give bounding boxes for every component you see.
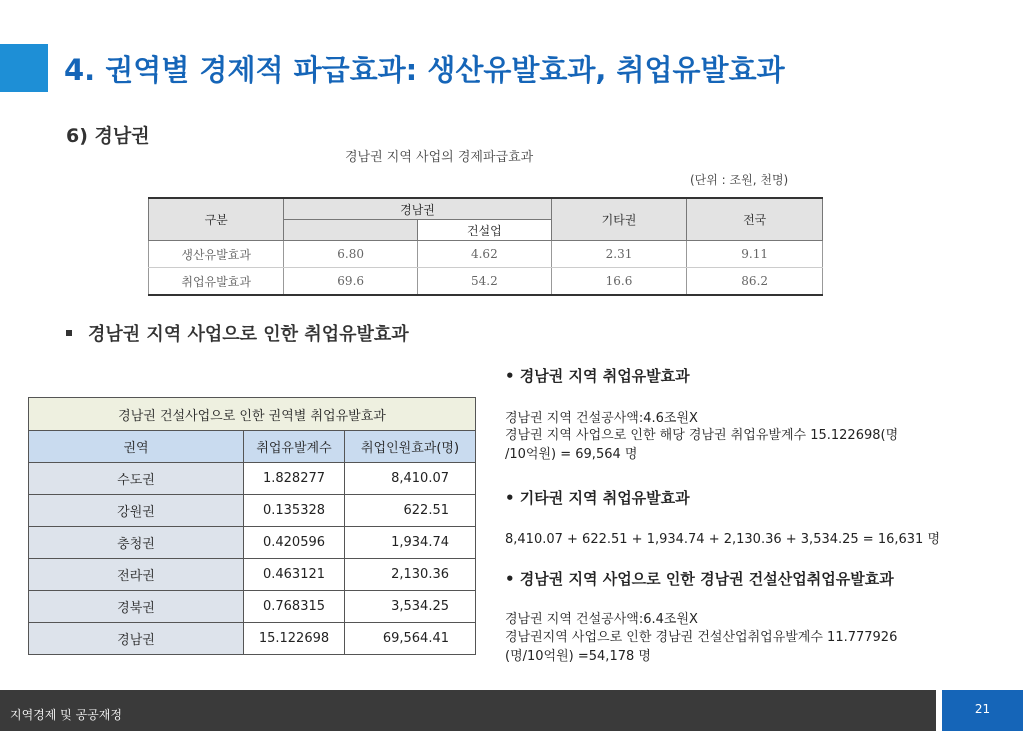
- header-category: 구분: [149, 198, 284, 241]
- table-row: [29, 559, 476, 591]
- table-row: [29, 463, 476, 495]
- cell-gyeongnam: 69.6: [284, 268, 418, 296]
- table1-caption: 경남권 지역 사업의 경제파급효과: [345, 150, 534, 165]
- row-label: 취업유발효과: [149, 268, 284, 296]
- table-row: [149, 241, 823, 268]
- header-region: 권역: [29, 431, 244, 463]
- table2-caption: 경남권 건설사업으로 인한 권역별 취업유발효과: [29, 398, 476, 431]
- economic-effect-table: [148, 197, 823, 296]
- cell-effect: 3,534.25: [345, 591, 476, 623]
- header-effect: 취업인원효과(명): [345, 431, 476, 463]
- table-row: [29, 527, 476, 559]
- right-heading-other: • 기타권 지역 취업유발효과: [505, 489, 690, 507]
- square-bullet-icon: [66, 330, 72, 336]
- title-accent-bar: [0, 44, 48, 92]
- header-other: 기타권: [551, 198, 687, 241]
- cell-coef: 1.828277: [244, 463, 345, 495]
- table1-unit: (단위 : 조원, 천명): [690, 173, 789, 187]
- cell-effect: 1,934.74: [345, 527, 476, 559]
- cell-coef: 0.420596: [244, 527, 345, 559]
- header-coef: 취업유발계수: [244, 431, 345, 463]
- cell-region: 충청권: [29, 527, 244, 559]
- right-heading-construction: • 경남권 지역 사업으로 인한 경남권 건설산업취업유발효과: [505, 570, 894, 588]
- employment-effect-table: [28, 397, 476, 655]
- right-text-line: (명/10억원) =54,178 명: [505, 649, 651, 664]
- section-subtitle: 6) 경남권: [66, 125, 150, 147]
- row-label: 생산유발효과: [149, 241, 284, 268]
- footer-text: 지역경제 및 공공재정: [10, 708, 122, 722]
- right-text-line: 경남권 지역 건설공사액:4.6조원X: [505, 411, 698, 426]
- page-number-box: [942, 690, 1023, 731]
- bullet-heading-text: 경남권 지역 사업으로 인한 취업유발효과: [88, 324, 409, 345]
- table-row: [149, 268, 823, 296]
- right-text-line: 경남권 지역 사업으로 인한 해당 경남권 취업유발계수 15.122698(명: [505, 428, 899, 443]
- right-text-line: 8,410.07 + 622.51 + 1,934.74 + 2,130.36 + 3,534.25 = 16,631 명: [505, 532, 941, 547]
- right-text-line: 경남권 지역 건설공사액:6.4조원X: [505, 612, 698, 627]
- cell-effect: 8,410.07: [345, 463, 476, 495]
- bullet-heading: [66, 320, 409, 346]
- cell-region: 수도권: [29, 463, 244, 495]
- table-row: [29, 623, 476, 655]
- cell-national: 9.11: [687, 241, 823, 268]
- table-row: [29, 591, 476, 623]
- footer-bar: [0, 690, 936, 731]
- cell-region: 경남권: [29, 623, 244, 655]
- header-national: 전국: [687, 198, 823, 241]
- slide-title: 4. 권역별 경제적 파급효과: 생산유발효과, 취업유발효과: [64, 53, 785, 87]
- cell-effect: 2,130.36: [345, 559, 476, 591]
- cell-national: 86.2: [687, 268, 823, 296]
- cell-region: 강원권: [29, 495, 244, 527]
- cell-coef: 0.768315: [244, 591, 345, 623]
- cell-construction: 4.62: [418, 241, 552, 268]
- cell-region: 경북권: [29, 591, 244, 623]
- cell-coef: 15.122698: [244, 623, 345, 655]
- right-text-line: /10억원) = 69,564 명: [505, 447, 638, 462]
- right-text-line: 경남권지역 사업으로 인한 경남권 건설산업취업유발계수 11.777926: [505, 630, 898, 645]
- header-construction: 건설업: [418, 220, 552, 241]
- cell-other: 2.31: [551, 241, 687, 268]
- cell-gyeongnam: 6.80: [284, 241, 418, 268]
- cell-region: 전라권: [29, 559, 244, 591]
- cell-coef: 0.135328: [244, 495, 345, 527]
- right-heading-gyeongnam: • 경남권 지역 취업유발효과: [505, 367, 690, 385]
- table-row: [29, 495, 476, 527]
- header-gyeongnam: 경남권: [284, 198, 551, 220]
- cell-effect: 69,564.41: [345, 623, 476, 655]
- cell-coef: 0.463121: [244, 559, 345, 591]
- cell-other: 16.6: [551, 268, 687, 296]
- page-number: 21: [974, 702, 991, 716]
- cell-construction: 54.2: [418, 268, 552, 296]
- cell-effect: 622.51: [345, 495, 476, 527]
